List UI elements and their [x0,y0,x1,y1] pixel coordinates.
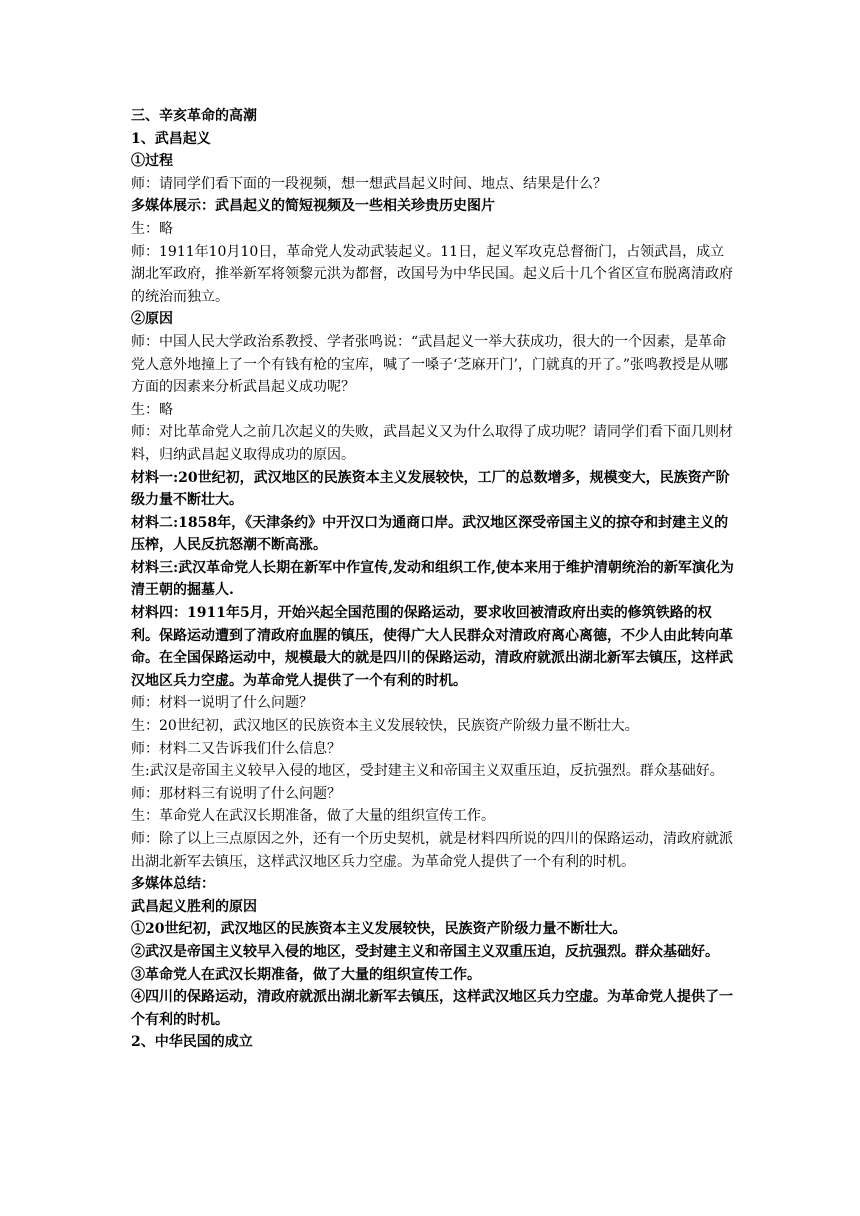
material-paragraph: 材料一:20世纪初，武汉地区的民族资本主义发展较快，工厂的总数增多，规模变大，民族资产阶级力量不断壮大。 [131,469,730,509]
teacher-line: 师：除了以上三点原因之外，还有一个历史契机，就是材料四所说的四川的保路运动，清政府就派出湖北新军去镇压，这样武汉地区兵力空虚。为革命党人提供了一个有利的时机。 [131,831,733,870]
section-heading: 三、辛亥革命的高潮 [131,108,257,124]
topic-heading: ①过程 [131,153,173,170]
student-line: 生：20世纪初，武汉地区的民族资本主义发展较快，民族资产阶级力量不断壮大。 [131,718,639,735]
teacher-line: 师：材料二又告诉我们什么信息？ [131,740,341,757]
teacher-line: 师：中国人民大学政治系教授、学者张鸣说：“武昌起义一举大获成功，很大的一个因素，是革命党人意外地撞上了一个有钱有枪的宝库，喊了一嗓子‘芝麻开门’，门就真的开了。”张鸣教授是从哪方面的因素来分析武昌起义成功呢？ [131,333,729,396]
student-line: 生：革命党人在武汉长期准备，做了大量的组织宣传工作。 [131,808,495,825]
teacher-line: 师：材料一说明了什么问题？ [131,695,313,712]
summary-item: ④四川的保路运动，清政府就派出湖北新军去镇压，这样武汉地区兵力空虚。为革命党人提供了一个有利的时机。 [131,989,733,1028]
student-line: 生：略 [131,220,173,237]
teacher-line: 师：对比革命党人之前几次起义的失败，武昌起义又为什么取得了成功呢？请同学们看下面几则材料，归纳武昌起义取得成功的原因。 [131,424,733,463]
subsection-heading: 2、中华民国的成立 [131,1034,253,1051]
teacher-line: 师：请同学们看下面的一段视频，想一想武昌起义时间、地点、结果是什么？ [131,175,607,192]
subsection-heading: 1、武昌起义 [131,130,211,147]
summary-title: 武昌起义胜利的原因 [131,898,257,915]
student-line: 生:武汉是帝国主义较早入侵的地区，受封建主义和帝国主义双重压迫，反抗强烈。群众基础好。 [131,763,724,780]
teacher-line: 师：1911年10月10日，革命党人发动武装起义。11日，起义军攻克总督衙门，占领武昌，成立湖北军政府，推举新军将领黎元洪为都督，改国号为中华民国。起义后十几个省区宣布脱离清政府的统治而独立。 [131,243,733,305]
material-paragraph: 材料二:1858年，《天津条约》中开汉口为通商口岸。武汉地区深受帝国主义的掠夺和封建主义的压榨，人民反抗怒潮不断高涨。 [131,514,729,554]
summary-item: ②武汉是帝国主义较早入侵的地区，受封建主义和帝国主义双重压迫，反抗强烈。群众基础好。 [131,943,719,960]
student-line: 生：略 [131,401,173,418]
topic-heading: ②原因 [131,311,173,328]
multimedia-summary-heading: 多媒体总结： [131,876,215,893]
material-paragraph: 材料四：1911年5月，开始兴起全国范围的保路运动，要求收回被清政府出卖的修筑铁路的权利。保路运动遭到了清政府血腥的镇压，使得广大人民群众对清政府离心离德，不少人由此转向革命。在全国保路运动中，规模最大的就是四川的保路运动，清政府就派出湖北新军去镇压，这样武汉地区兵力空虚。为革命党人提供了一个有利的时机。 [131,605,733,689]
multimedia-note: 多媒体展示：武昌起义的简短视频及一些相关珍贵历史图片 [131,198,495,215]
material-paragraph: 材料三:武汉革命党人长期在新军中作宣传,发动和组织工作,使本来用于维护清朝统治的新军演化为清王朝的掘墓人. [131,559,734,599]
summary-item: ③革命党人在武汉长期准备，做了大量的组织宣传工作。 [131,966,481,983]
teacher-line: 师：那材料三有说明了什么问题？ [131,785,341,802]
document-body [131,105,737,1054]
summary-item: ①20世纪初，武汉地区的民族资本主义发展较快，民族资产阶级力量不断壮大。 [131,921,627,938]
